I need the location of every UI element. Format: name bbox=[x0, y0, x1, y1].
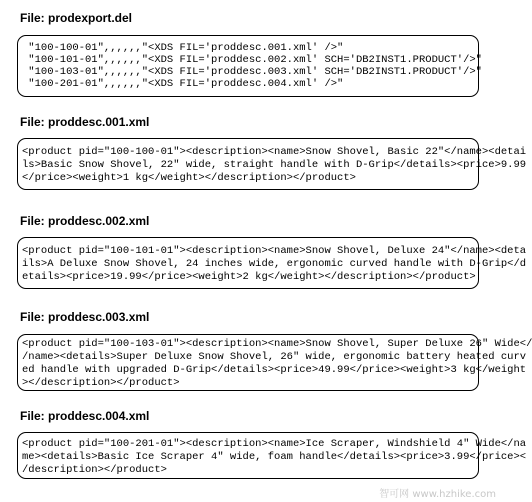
code-line: etails><price>19.99</price><weight>2 kg</weight></description></product> bbox=[22, 271, 476, 283]
code-line: "100-100-01",,,,,,"<XDS FIL='proddesc.001.xml' />" bbox=[22, 42, 344, 54]
code-line: <product pid="100-100-01"><description><name>Snow Shovel, Basic 22"</name><detai bbox=[22, 146, 527, 158]
file-heading-proddesc-003: File: proddesc.003.xml bbox=[20, 310, 150, 324]
code-box-proddesc-004 bbox=[17, 432, 527, 479]
code-box-proddesc-002 bbox=[17, 237, 527, 289]
file-heading-proddesc-002: File: proddesc.002.xml bbox=[20, 214, 150, 228]
code-line: "100-101-01",,,,,,"<XDS FIL='proddesc.002.xml' SCH='DB2INST1.PRODUCT'/>" bbox=[22, 54, 482, 66]
watermark-text: 智可网 www.hzhike.com bbox=[379, 489, 496, 500]
code-line: <product pid="100-103-01"><description><name>Snow Shovel, Super Deluxe 26" Wide</ bbox=[22, 338, 532, 350]
code-line: </price><weight>1 kg</weight></description></product> bbox=[22, 172, 356, 184]
code-line: <product pid="100-101-01"><description><name>Snow Shovel, Deluxe 24"</name><deta bbox=[22, 245, 527, 257]
file-heading-prodexport: File: prodexport.del bbox=[20, 11, 133, 25]
code-line: /name><details>Super Deluxe Snow Shovel, 26" wide, ergonomic battery heated curv bbox=[22, 351, 527, 363]
code-box-proddesc-003 bbox=[17, 334, 532, 391]
file-heading-proddesc-001: File: proddesc.001.xml bbox=[20, 115, 150, 129]
code-line: me><details>Basic Ice Scraper 4" wide, foam handle</details><price>3.99</price>< bbox=[22, 451, 527, 463]
code-box-prodexport bbox=[17, 35, 482, 97]
code-line: ils>A Deluxe Snow Shovel, 24 inches wide, ergonomic curved handle with D-Grip</d bbox=[22, 258, 527, 270]
code-line: "100-201-01",,,,,,"<XDS FIL='proddesc.004.xml' />" bbox=[22, 78, 344, 90]
code-line: /description></product> bbox=[22, 464, 167, 476]
code-line: ></description></product> bbox=[22, 377, 180, 389]
file-heading-proddesc-004: File: proddesc.004.xml bbox=[20, 409, 150, 423]
code-line: <product pid="100-201-01"><description><name>Ice Scraper, Windshield 4" Wide</na bbox=[22, 438, 527, 450]
code-line: "100-103-01",,,,,,"<XDS FIL='proddesc.003.xml' SCH='DB2INST1.PRODUCT'/>" bbox=[22, 66, 482, 78]
code-box-proddesc-001 bbox=[17, 138, 527, 190]
code-line: ed handle with upgraded D-Grip</details><price>49.99</price><weight>3 kg</weight bbox=[22, 364, 527, 376]
code-line: ls>Basic Snow Shovel, 22" wide, straight handle with D-Grip</details><price>9.99 bbox=[22, 159, 527, 171]
